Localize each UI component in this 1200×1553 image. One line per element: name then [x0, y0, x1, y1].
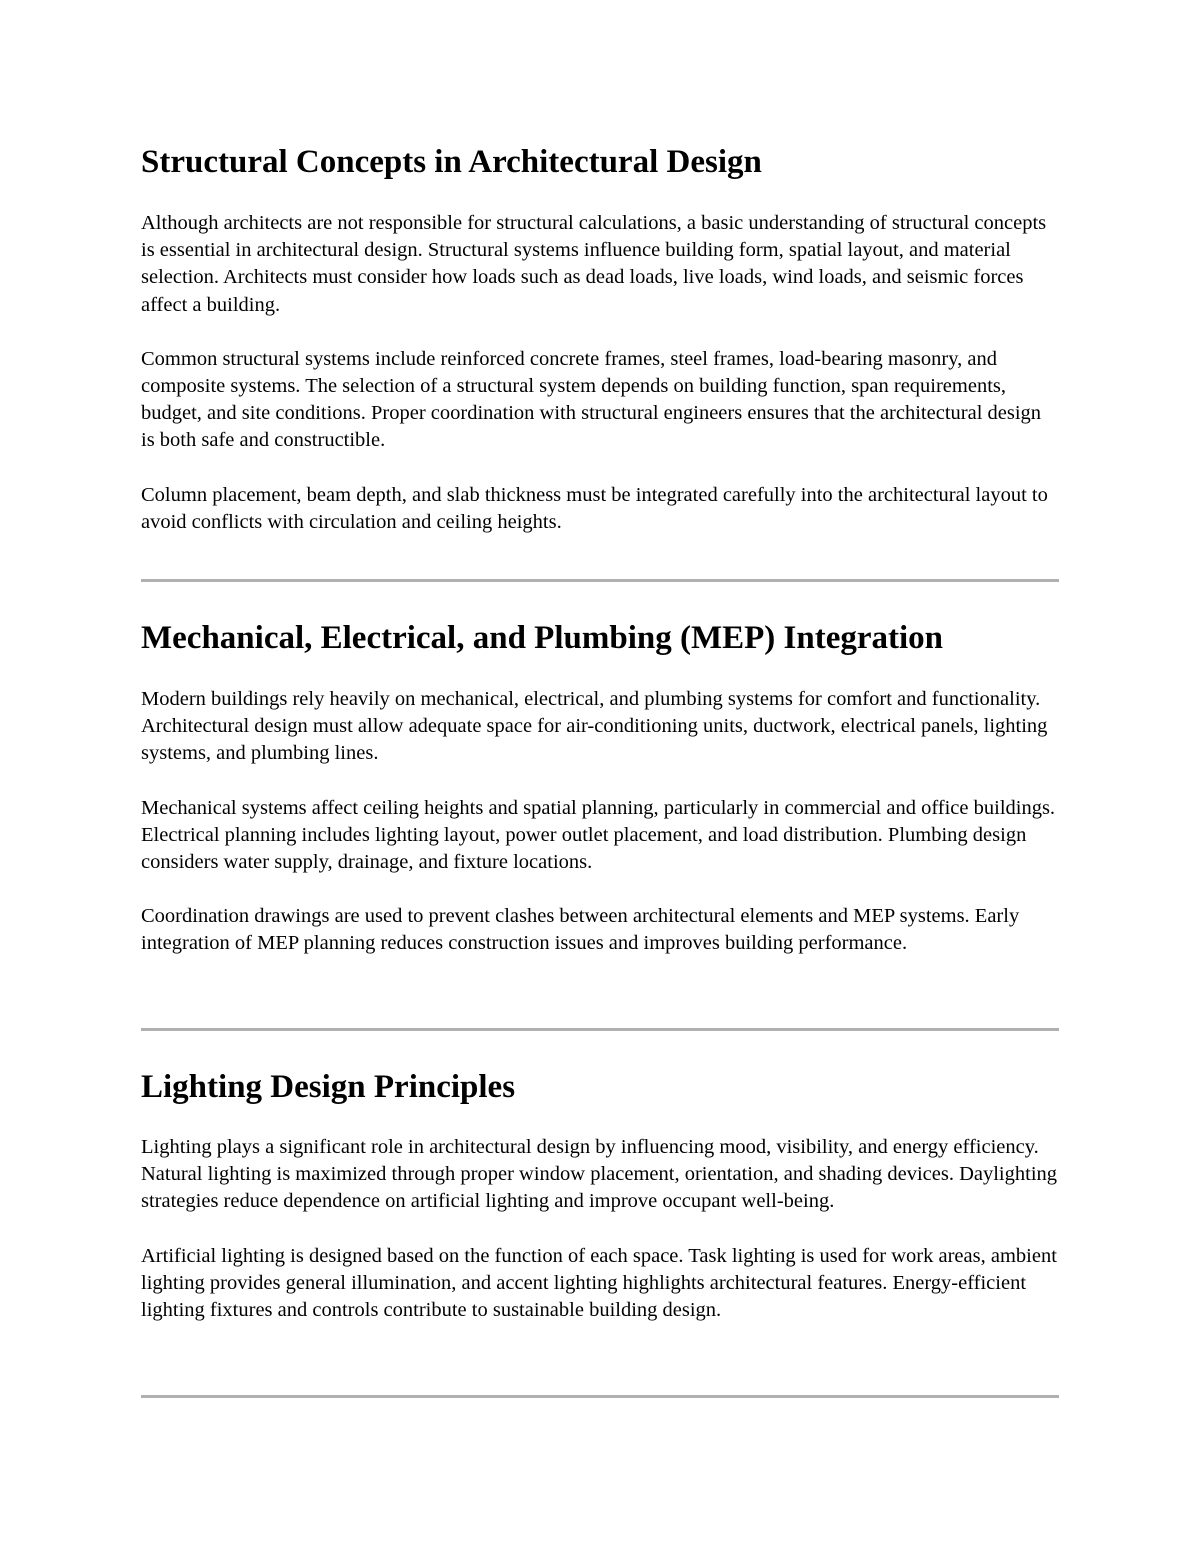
section-divider	[141, 1028, 1059, 1031]
section-title-mep: Mechanical, Electrical, and Plumbing (MEP) Integration	[141, 620, 944, 656]
section-divider	[141, 579, 1059, 582]
section-body-structural	[141, 210, 1059, 536]
section-divider	[141, 1395, 1059, 1398]
paragraph: Mechanical systems affect ceiling heights and spatial planning, particularly in commercial and office buildings. Electrical planning includes lighting layout, power outlet placement, and load distribution. Plumbing design considers water supply, drainage, and fixture locations.	[141, 796, 1056, 874]
section-title-structural: Structural Concepts in Architectural Design	[141, 144, 762, 180]
paragraph: Common structural systems include reinforced concrete frames, steel frames, load-bearing masonry, and composite systems. The selection of a structural system depends on building function, span requirements, budget, and site conditions. Proper coordination with structural engineers ensures that the architectural design is both safe and constructible.	[141, 347, 1042, 452]
section-body-lighting	[141, 1134, 1059, 1324]
section-body-mep	[141, 686, 1059, 958]
paragraph: Column placement, beam depth, and slab thickness must be integrated carefully into the architectural layout to avoid conflicts with circulation and ceiling heights.	[141, 483, 1048, 533]
paragraph: Modern buildings rely heavily on mechanical, electrical, and plumbing systems for comfort and functionality. Architectural design must allow adequate space for air-conditioning units, ductwork, electrical panels, lighting systems, and plumbing lines.	[141, 688, 1048, 765]
section-title-lighting: Lighting Design Principles	[141, 1069, 516, 1105]
paragraph: Lighting plays a significant role in architectural design by influencing mood, visibility, and energy efficiency. Natural lighting is maximized through proper window placement, orientation, and shading devices. Daylighting strategies reduce dependence on artificial lighting and improve occupant well-being.	[141, 1136, 1058, 1213]
paragraph: Although architects are not responsible for structural calculations, a basic understanding of structural concepts is essential in architectural design. Structural systems influence building form, spatial layout, and material selection. Architects must consider how loads such as dead loads, live loads, wind loads, and seismic forces affect a building.	[141, 212, 1047, 316]
paragraph: Artificial lighting is designed based on the function of each space. Task lighting is used for work areas, ambient lighting provides general illumination, and accent lighting highlights architectural features. Energy-efficient lighting fixtures and controls contribute to sustainable building design.	[141, 1244, 1057, 1322]
paragraph: Coordination drawings are used to prevent clashes between architectural elements and MEP systems. Early integration of MEP planning reduces construction issues and improves building performance.	[141, 905, 1020, 955]
